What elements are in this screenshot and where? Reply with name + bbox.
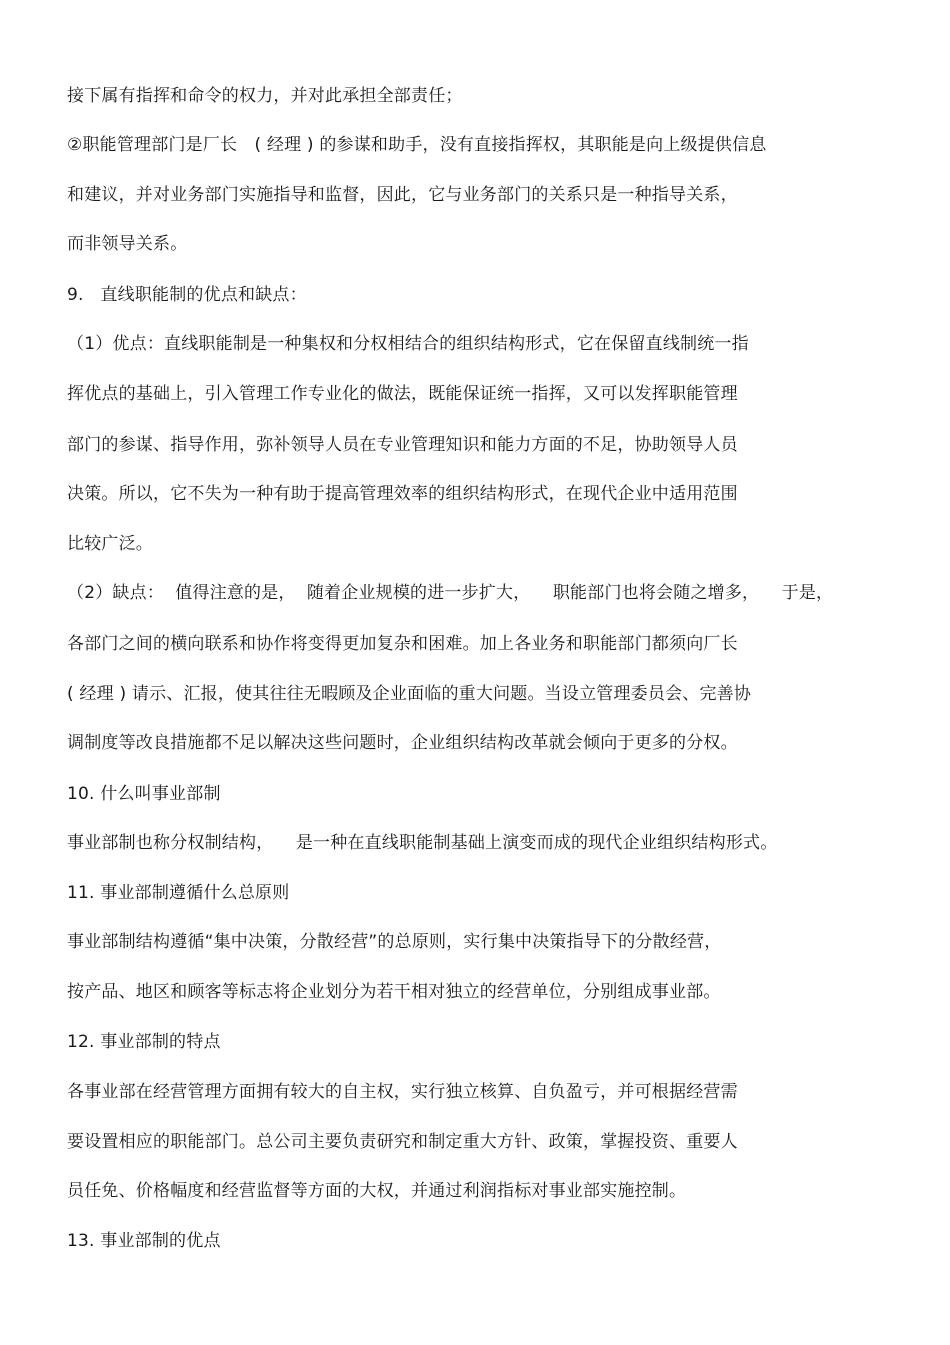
- section-heading: 12. 事业部制的特点: [67, 1032, 221, 1052]
- text-line: 接下属有指挥和命令的权力，并对此承担全部责任；: [67, 86, 463, 106]
- text-line: 挥优点的基础上，引入管理工作专业化的做法，既能保证统一指挥，又可以发挥职能管理: [67, 384, 738, 404]
- section-heading: 11. 事业部制遵循什么总原则: [67, 883, 290, 903]
- section-heading: 9. 直线职能制的优点和缺点：: [67, 285, 307, 305]
- section-heading: 13. 事业部制的优点: [67, 1231, 221, 1251]
- text-line: 员任免、价格幅度和经营监督等方面的大权，并通过利润指标对事业部实施控制。: [67, 1181, 687, 1201]
- text-line: ( 经理 ) 请示、汇报，使其往往无暇顾及企业面临的重大问题。当设立管理委员会、完善协: [67, 684, 752, 704]
- text-line: 和建议，并对业务部门实施指导和监督，因此，它与业务部门的关系只是一种指导关系，: [67, 185, 738, 205]
- text-line: 按产品、地区和顾客等标志将企业划分为若干相对独立的经营单位，分别组成事业部。: [67, 982, 721, 1002]
- text-line: 决策。所以，它不失为一种有助于提高管理效率的组织结构形式，在现代企业中适用范围: [67, 484, 738, 504]
- text-line: 事业部制也称分权制结构， 是一种在直线职能制基础上演变而成的现代企业组织结构形式。: [67, 833, 778, 853]
- text-line: 要设置相应的职能部门。总公司主要负责研究和制定重大方针、政策，掌握投资、重要人: [67, 1132, 738, 1152]
- text-line: 而非领导关系。: [67, 234, 188, 254]
- text-line: （2）缺点： 值得注意的是， 随着企业规模的进一步扩大， 职能部门也将会随之增多， 于是，: [67, 583, 834, 603]
- text-line: （1）优点：直线职能制是一种集权和分权相结合的组织结构形式，它在保留直线制统一指: [67, 334, 749, 354]
- text-line: 各部门之间的横向联系和协作将变得更加复杂和困难。加上各业务和职能部门都须向厂长: [67, 634, 738, 654]
- text-line: 各事业部在经营管理方面拥有较大的自主权，实行独立核算、自负盈亏，并可根据经营需: [67, 1082, 738, 1102]
- text-line: ②职能管理部门是厂长 ( 经理 ) 的参谋和助手，没有直接指挥权，其职能是向上级提供信息: [67, 135, 767, 155]
- text-line: 事业部制结构遵循“集中决策，分散经营”的总原则，实行集中决策指导下的分散经营，: [67, 932, 722, 952]
- text-line: 调制度等改良措施都不足以解决这些问题时，企业组织结构改革就会倾向于更多的分权。: [67, 733, 738, 753]
- text-line: 部门的参谋、指导作用，弥补领导人员在专业管理知识和能力方面的不足，协助领导人员: [67, 435, 738, 455]
- section-heading: 10. 什么叫事业部制: [67, 784, 221, 804]
- text-line: 比较广泛。: [67, 534, 153, 554]
